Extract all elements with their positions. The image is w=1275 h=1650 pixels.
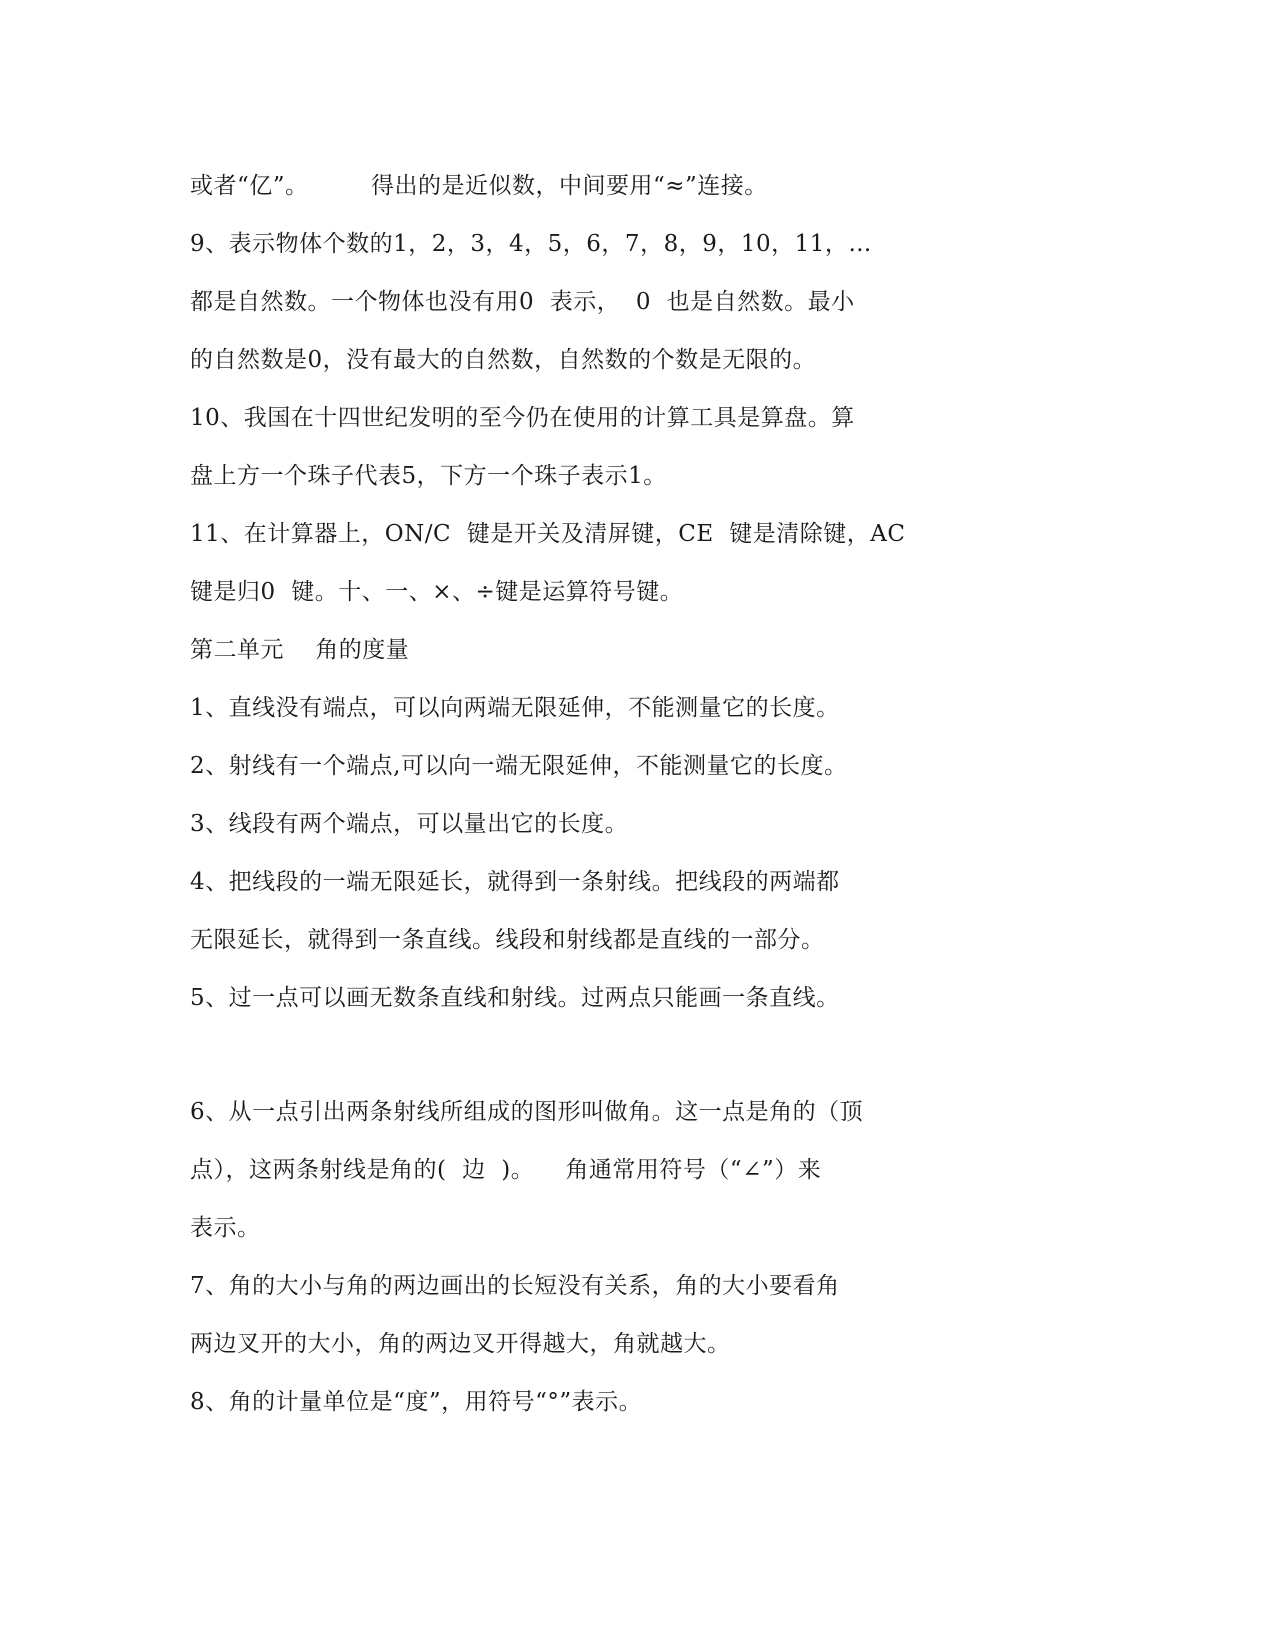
text-line-10: 1、直线没有端点，可以向两端无限延伸，不能测量它的长度。 [190, 695, 840, 721]
text-line-18: 表示。 [190, 1215, 261, 1241]
text-line-7: 11、在计算器上，ON/C 键是开关及清屏键，CE 键是清除键，AC [190, 521, 906, 547]
text-line-12: 3、线段有两个端点，可以量出它的长度。 [190, 811, 629, 837]
text-line-4: 的自然数是0，没有最大的自然数，自然数的个数是无限的。 [190, 347, 817, 373]
text-line-16: 6、从一点引出两条射线所组成的图形叫做角。这一点是角的（顶 [190, 1099, 864, 1125]
text-line-5: 10、我国在十四世纪发明的至今仍在使用的计算工具是算盘。算 [190, 405, 855, 431]
text-line-14: 无限延长，就得到一条直线。线段和射线都是直线的一部分。 [190, 927, 825, 953]
text-line-19: 7、角的大小与角的两边画出的长短没有关系，角的大小要看角 [190, 1273, 840, 1299]
section-heading: 第二单元 角的度量 [190, 637, 410, 663]
text-line-11: 2、射线有一个端点,可以向一端无限延伸，不能测量它的长度。 [190, 753, 848, 779]
text-line-21: 8、角的计量单位是“度”，用符号“°”表示。 [190, 1389, 643, 1415]
text-line-3: 都是自然数。一个物体也没有用0 表示， 0 也是自然数。最小 [190, 289, 855, 315]
text-line-8: 键是归0 键。十、一、×、÷键是运算符号键。 [190, 579, 684, 605]
text-line-15: 5、过一点可以画无数条直线和射线。过两点只能画一条直线。 [190, 985, 840, 1011]
text-line-13: 4、把线段的一端无限延长，就得到一条射线。把线段的两端都 [190, 869, 840, 895]
text-line-6: 盘上方一个珠子代表5，下方一个珠子表示1。 [190, 463, 667, 489]
text-line-1: 或者“亿”。 得出的是近似数，中间要用“≈”连接。 [190, 173, 768, 199]
text-line-17: 点），这两条射线是角的( 边 )。 角通常用符号（“∠”）来 [190, 1157, 822, 1183]
text-line-20: 两边叉开的大小，角的两边叉开得越大，角就越大。 [190, 1331, 731, 1357]
text-line-2: 9、表示物体个数的1，2，3，4，5，6，7，8，9，10，11，… [190, 231, 872, 257]
